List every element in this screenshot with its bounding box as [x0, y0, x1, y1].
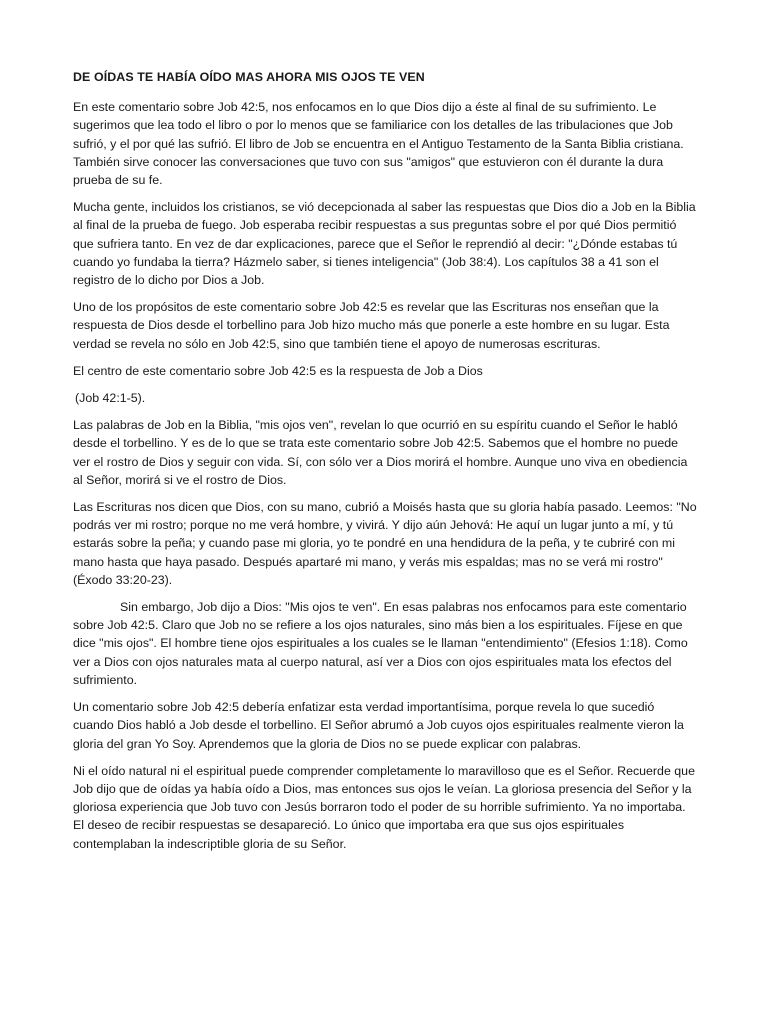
paragraph-9: Un comentario sobre Job 42:5 debería enfatizar esta verdad importantísima, porque revela lo que sucedió cuando Dios habló a Job desde el torbellino. El Señor abrumó a Job cuyos ojos espirituales realmente vieron la gloria del gran Yo Soy. Aprendemos que la gloria de Dios no se puede explicar con palabras. — [73, 700, 684, 751]
paragraph-3: Uno de los propósitos de este comentario sobre Job 42:5 es revelar que las Escrituras nos enseñan que la respuesta de Dios desde el torbellino para Job hizo mucho más que ponerle a este hombre en su lugar. Esta verdad se revela no sólo en Job 42:5, sino que también tiene el apoyo de numerosas escrituras. — [73, 300, 670, 351]
paragraph-7: Las Escrituras nos dicen que Dios, con su mano, cubrió a Moisés hasta que su gloria había pasado. Leemos: "No podrás ver mi rostro; porque no me verá hombre, y vivirá. Y dijo aún Jehová: He aquí un lugar junto a mí, y tú estarás sobre la peña; y cuando pase mi gloria, yo te pondré en una hendidura de la peña, y te cubriré con mi mano hasta que haya pasado. Después apartaré mi mano, y verás mis espaldas; mas no se verá mi rostro" (Éxodo 33:20-23). — [73, 500, 697, 587]
paragraph-6: Las palabras de Job en la Biblia, "mis ojos ven", revelan lo que ocurrió en su espíritu cuando el Señor le habló desde el torbellino. Y es de lo que se trata este comentario sobre Job 42:5. Sabemos que el hombre no puede ver el rostro de Dios y seguir con vida. Sí, con sólo ver a Dios morirá el hombre. Aunque uno viva en obediencia al Señor, morirá si ve el rostro de Dios. — [73, 418, 688, 487]
paragraph-2: Mucha gente, incluidos los cristianos, se vió decepcionada al saber las respuestas que Dios dio a Job en la Biblia al final de la prueba de fuego. Job esperaba recibir respuestas a sus preguntas sobre el por qué Dios permitió que sufriera tanto. En vez de dar explicaciones, parece que el Señor le reprendió al decir: "¿Dónde estabas tú cuando yo fundaba la tierra? Házmelo saber, si tienes inteligencia" (Job 38:4). Los capítulos 38 a 41 son el registro de lo dicho por Dios a Job. — [73, 200, 696, 288]
paragraph-10: Ni el oído natural ni el espiritual puede comprender completamente lo maravilloso que es el Señor. Recuerde que Job dijo que de oídas ya había oído a Dios, mas entonces sus ojos le veían. La gloriosa presencia del Señor y la gloriosa experiencia que Job tuvo con Jesús borraron todo el poder de su horrible sufrimiento. Ya no importaba. El deseo de recibir respuestas se desapareció. Lo único que importaba era que sus ojos espirituales contemplaban la indescriptible gloria de su Señor. — [73, 763, 695, 851]
paragraph-8: Sin embargo, Job dijo a Dios: "Mis ojos te ven". En esas palabras nos enfocamos para este comentario sobre Job 42:5. Claro que Job no se refiere a los ojos naturales, sino más bien a los espirituales. Fíjese en que dice "mis ojos". El hombre tiene ojos espirituales a los cuales se le llaman "entendimiento" (Efesios 1:18). Como ver a Dios con ojos naturales mata al cuerpo natural, así ver a Dios con ojos espirituales mata los efectos del sufrimiento. — [73, 600, 688, 687]
paragraph-4: El centro de este comentario sobre Job 42:5 es la respuesta de Job a Dios — [73, 363, 483, 378]
paragraph-1: En este comentario sobre Job 42:5, nos enfocamos en lo que Dios dijo a éste al final de su sufrimiento. Le sugerimos que lea todo el libro o por lo menos que se familiarice con los detalles de las tribulaciones que Job sufrió, y el por qué las sufrió. El libro de Job se encuentra en el Antiguo Testamento de la Santa Biblia cristiana. También sirve conocer las conversaciones que tuvo con sus "amigos" que estuvieron con él durante la dura prueba de su fe. — [73, 100, 684, 188]
document-title: DE OÍDAS TE HABÍA OÍDO MAS AHORA MIS OJOS TE VEN — [73, 70, 425, 84]
paragraph-5-reference: (Job 42:1-5). — [75, 391, 146, 406]
